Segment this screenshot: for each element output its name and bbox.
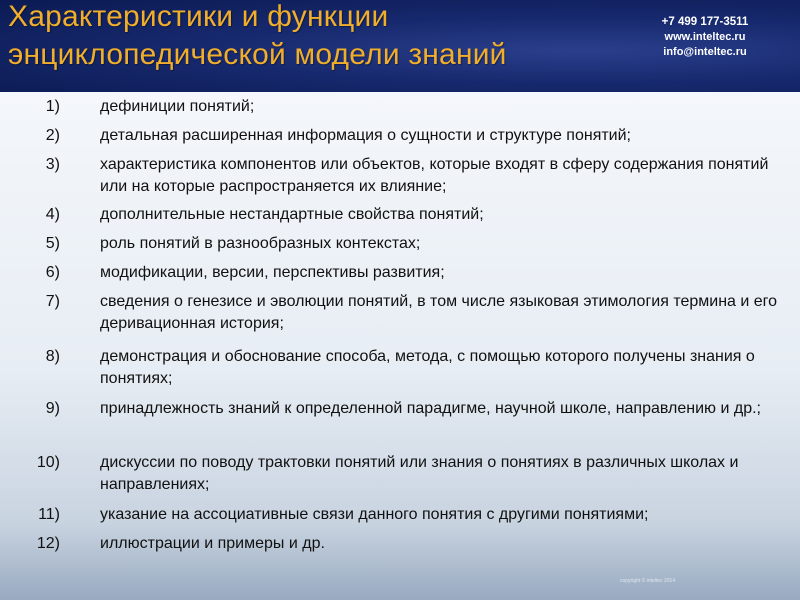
list-item-text: характеристика компонентов или объектов, которые входят в сферу содержания понятий или на которые распространяется их влияние; <box>100 156 769 195</box>
list-item-text: роль понятий в разнообразных контекстах; <box>100 235 421 252</box>
footer-copyright: copyright © inteltec 2014 <box>620 578 676 584</box>
list-item-number: 3) <box>45 156 60 173</box>
slide-title: Характеристики и функции энциклопедической модели знаний <box>8 0 507 71</box>
slide-header <box>0 0 800 92</box>
list-item-text: дефиниции понятий; <box>100 98 255 115</box>
list-item-number: 11) <box>38 506 60 523</box>
list-item-text: сведения о генезисе и эволюции понятий, в том числе языковая этимология термина и его деривационная история; <box>100 293 778 332</box>
list-item-number: 1) <box>45 98 60 115</box>
contact-phone: +7 499 177-3511 <box>661 16 749 28</box>
list-item-text: модификации, версии, перспективы развития; <box>100 264 445 281</box>
list-item-text: иллюстрации и примеры и др. <box>100 535 325 552</box>
contact-block <box>640 14 770 60</box>
list-item-text: принадлежность знаний к определенной парадигме, научной школе, направлению и др.; <box>100 400 761 417</box>
contact-website: www.inteltec.ru <box>664 31 746 43</box>
list-item-number: 12) <box>36 535 60 552</box>
list-item-number: 6) <box>45 264 60 281</box>
contact-email: info@inteltec.ru <box>663 46 747 58</box>
list-item-text: дополнительные нестандартные свойства понятий; <box>100 206 484 223</box>
list-item-text: дискуссии по поводу трактовки понятий или знания о понятиях в различных школах и направлениях; <box>100 454 739 493</box>
list-item-number: 4) <box>45 206 60 223</box>
list-item-number: 9) <box>45 400 60 417</box>
list-item-number: 5) <box>45 235 60 252</box>
list-item-number: 10) <box>36 454 60 471</box>
list-item-number: 2) <box>45 127 60 144</box>
list-item-text: демонстрация и обоснование способа, метода, с помощью которого получены знания о понятиях; <box>100 348 755 387</box>
list-item-text: указание на ассоциативные связи данного понятия с другими понятиями; <box>100 506 649 523</box>
list-item-number: 8) <box>45 348 60 365</box>
slide-content <box>0 92 800 600</box>
list-item-number: 7) <box>45 293 60 310</box>
list-item-text: детальная расширенная информация о сущности и структуре понятий; <box>100 127 631 144</box>
